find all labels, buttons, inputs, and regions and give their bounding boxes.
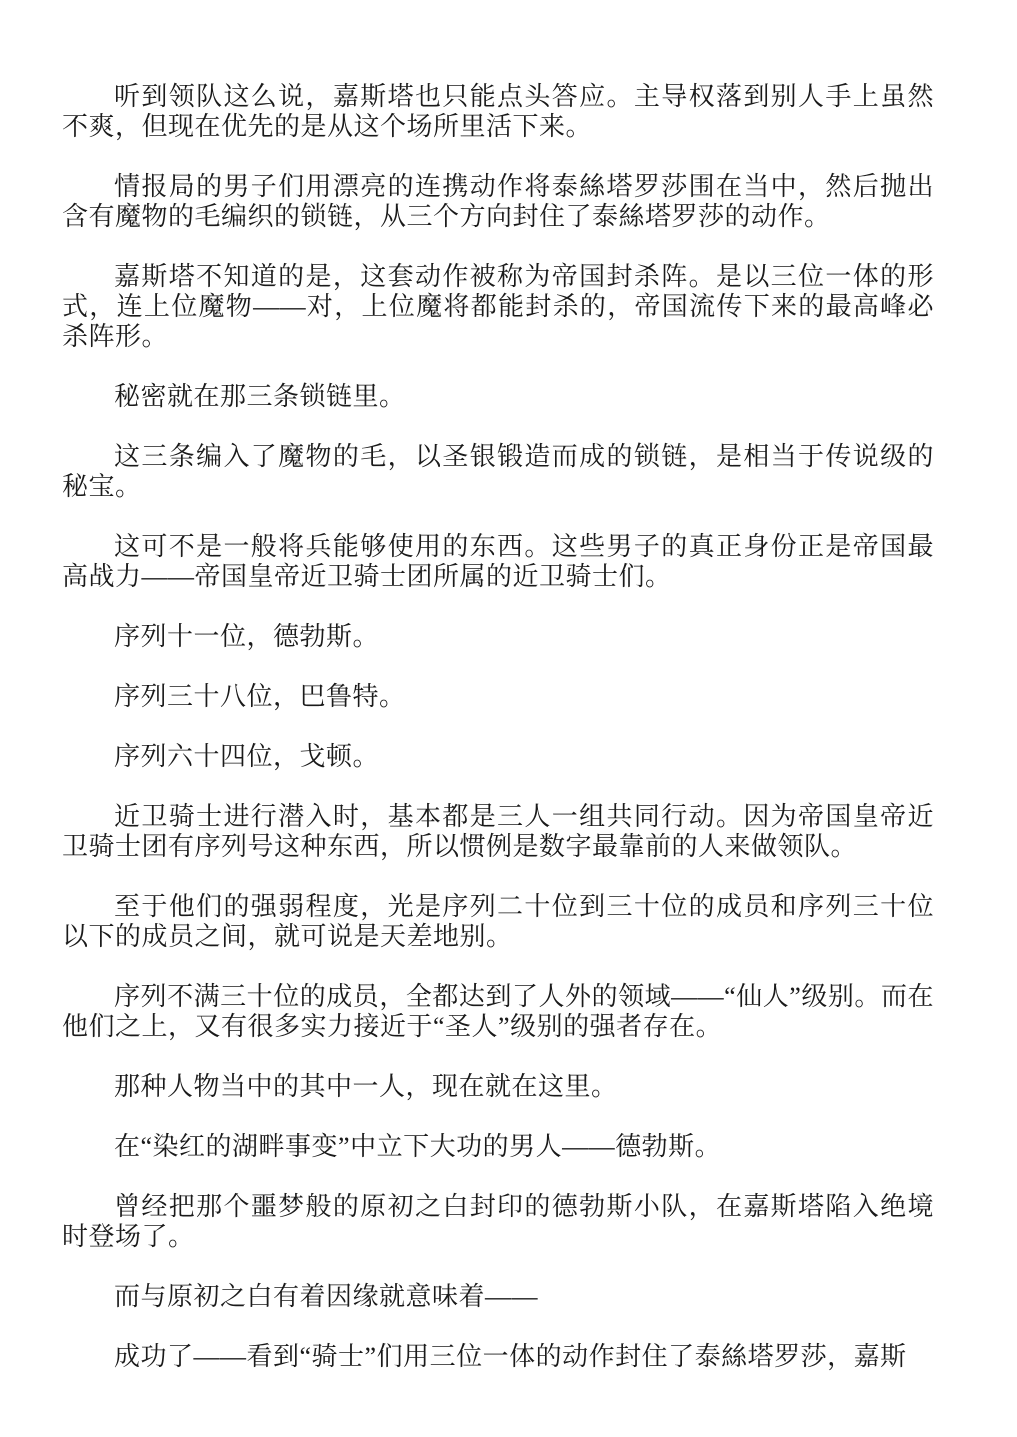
paragraph: 近卫骑士进行潜入时，基本都是三人一组共同行动。因为帝国皇帝近卫骑士团有序列号这种东西，所以惯例是数字最靠前的人来做领队。 (62, 802, 934, 861)
paragraph: 嘉斯塔不知道的是，这套动作被称为帝国封杀阵。是以三位一体的形式，连上位魔物——对，上位魔将都能封杀的，帝国流传下来的最高峰必杀阵形。 (62, 262, 934, 351)
paragraph: 情报局的男子们用漂亮的连携动作将泰絲塔罗莎围在当中，然后抛出含有魔物的毛编织的锁链，从三个方向封住了泰絲塔罗莎的动作。 (62, 172, 934, 231)
paragraph: 至于他们的强弱程度，光是序列二十位到三十位的成员和序列三十位以下的成员之间，就可说是天差地别。 (62, 892, 934, 951)
paragraph: 这三条编入了魔物的毛，以圣银锻造而成的锁链，是相当于传说级的秘宝。 (62, 442, 934, 501)
paragraph: 听到领队这么说，嘉斯塔也只能点头答应。主导权落到别人手上虽然不爽，但现在优先的是从这个场所里活下来。 (62, 82, 934, 141)
paragraph: 曾经把那个噩梦般的原初之白封印的德勃斯小队，在嘉斯塔陷入绝境时登场了。 (62, 1192, 934, 1251)
paragraph: 这可不是一般将兵能够使用的东西。这些男子的真正身份正是帝国最高战力——帝国皇帝近卫骑士团所属的近卫骑士们。 (62, 532, 934, 591)
paragraph: 序列六十四位，戈顿。 (114, 742, 380, 771)
paragraph: 而与原初之白有着因缘就意味着—— (114, 1282, 539, 1311)
paragraph: 序列三十八位，巴鲁特。 (114, 682, 406, 711)
paragraph: 序列不满三十位的成员，全都达到了人外的领域——“仙人”级别。而在他们之上，又有很多实力接近于“圣人”级别的强者存在。 (62, 982, 934, 1041)
paragraph: 在“染红的湖畔事变”中立下大功的男人——德勃斯。 (114, 1132, 722, 1161)
paragraph: 序列十一位，德勃斯。 (114, 622, 380, 651)
paragraph: 成功了——看到“骑士”们用三位一体的动作封住了泰絲塔罗莎，嘉斯 (114, 1342, 907, 1371)
paragraph: 秘密就在那三条锁链里。 (114, 382, 406, 411)
paragraph: 那种人物当中的其中一人，现在就在这里。 (114, 1072, 618, 1101)
